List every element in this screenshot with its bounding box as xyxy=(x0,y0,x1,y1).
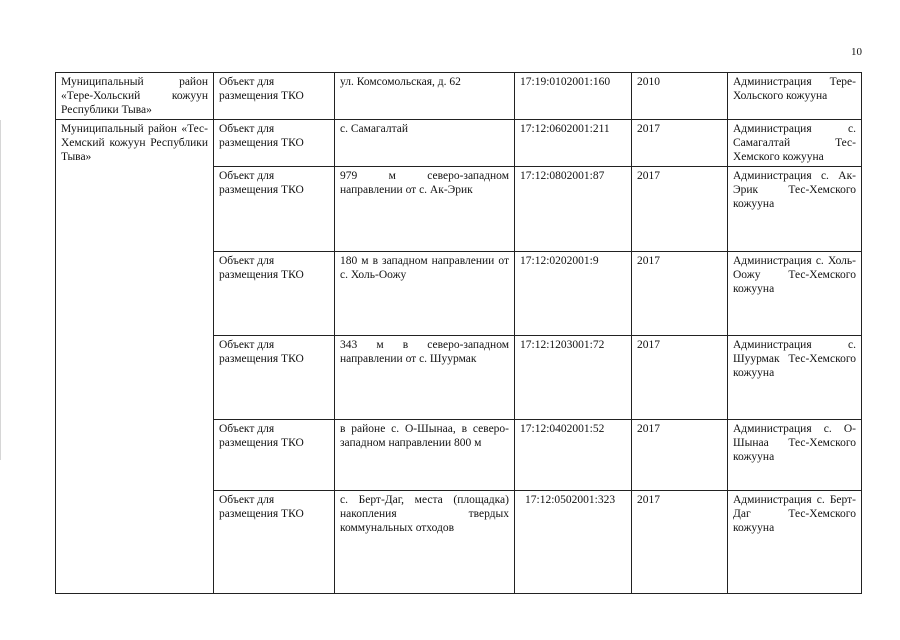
object-type-cell: Объект для размещения ТКО xyxy=(214,336,335,420)
object-type-cell: Объект для размещения ТКО xyxy=(214,252,335,336)
table-row xyxy=(56,120,862,167)
address-cell: ул. Комсомольская, д. 62 xyxy=(335,73,515,120)
municipality-cell: Муниципальный район «Тес-Хемский кожуун Республики Тыва» xyxy=(56,120,214,594)
cadastral-number-cell: 17:12:0602001:211 xyxy=(515,120,632,167)
administration-cell: Администрация с. Берт-Даг Тес-Хемского кожууна xyxy=(728,491,862,594)
administration-cell: Администрация с. Ак-Эрик Тес-Хемского кожууна xyxy=(728,167,862,252)
address-cell: с. Берт-Даг, места (площадка) накопления твердых коммунальных отходов xyxy=(335,491,515,594)
waste-facility-table xyxy=(55,72,862,594)
address-cell: с. Самагалтай xyxy=(335,120,515,167)
object-type-cell: Объект для размещения ТКО xyxy=(214,491,335,594)
year-cell: 2017 xyxy=(632,120,728,167)
cadastral-number-cell: 17:12:0202001:9 xyxy=(515,252,632,336)
year-cell: 2017 xyxy=(632,167,728,252)
year-cell: 2017 xyxy=(632,420,728,491)
object-type-cell: Объект для размещения ТКО xyxy=(214,167,335,252)
page-number: 10 xyxy=(851,46,862,58)
administration-cell: Администрация Тере-Хольского кожууна xyxy=(728,73,862,120)
administration-cell: Администрация с. Холь-Оожу Тес-Хемского кожууна xyxy=(728,252,862,336)
administration-cell: Администрация с. Самагалтай Тес-Хемского кожууна xyxy=(728,120,862,167)
address-cell: в районе с. О-Шынаа, в северо-западном направлении 800 м xyxy=(335,420,515,491)
municipality-cell: Муниципальный район «Тере-Хольский кожуун Республики Тыва» xyxy=(56,73,214,120)
year-cell: 2010 xyxy=(632,73,728,120)
address-cell: 979 м северо-западном направлении от с. Ак-Эрик xyxy=(335,167,515,252)
address-cell: 343 м в северо-западном направлении от с. Шуурмак xyxy=(335,336,515,420)
object-type-cell: Объект для размещения ТКО xyxy=(214,420,335,491)
administration-cell: Администрация с. Шуурмак Тес-Хемского кожууна xyxy=(728,336,862,420)
address-cell: 180 м в западном направлении от с. Холь-Оожу xyxy=(335,252,515,336)
cadastral-number-cell: 17:19:0102001:160 xyxy=(515,73,632,120)
cadastral-number-cell: 17:12:0402001:52 xyxy=(515,420,632,491)
scan-edge-line xyxy=(0,120,1,460)
year-cell: 2017 xyxy=(632,252,728,336)
cadastral-number-cell: 17:12:0802001:87 xyxy=(515,167,632,252)
cadastral-number-cell: 17:12:1203001:72 xyxy=(515,336,632,420)
table-row xyxy=(56,73,862,120)
object-type-cell: Объект для размещения ТКО xyxy=(214,120,335,167)
cadastral-number-cell: 17:12:0502001:323 xyxy=(515,491,632,594)
administration-cell: Администрация с. О-Шынаа Тес-Хемского кожууна xyxy=(728,420,862,491)
object-type-cell: Объект для размещения ТКО xyxy=(214,73,335,120)
year-cell: 2017 xyxy=(632,491,728,594)
year-cell: 2017 xyxy=(632,336,728,420)
